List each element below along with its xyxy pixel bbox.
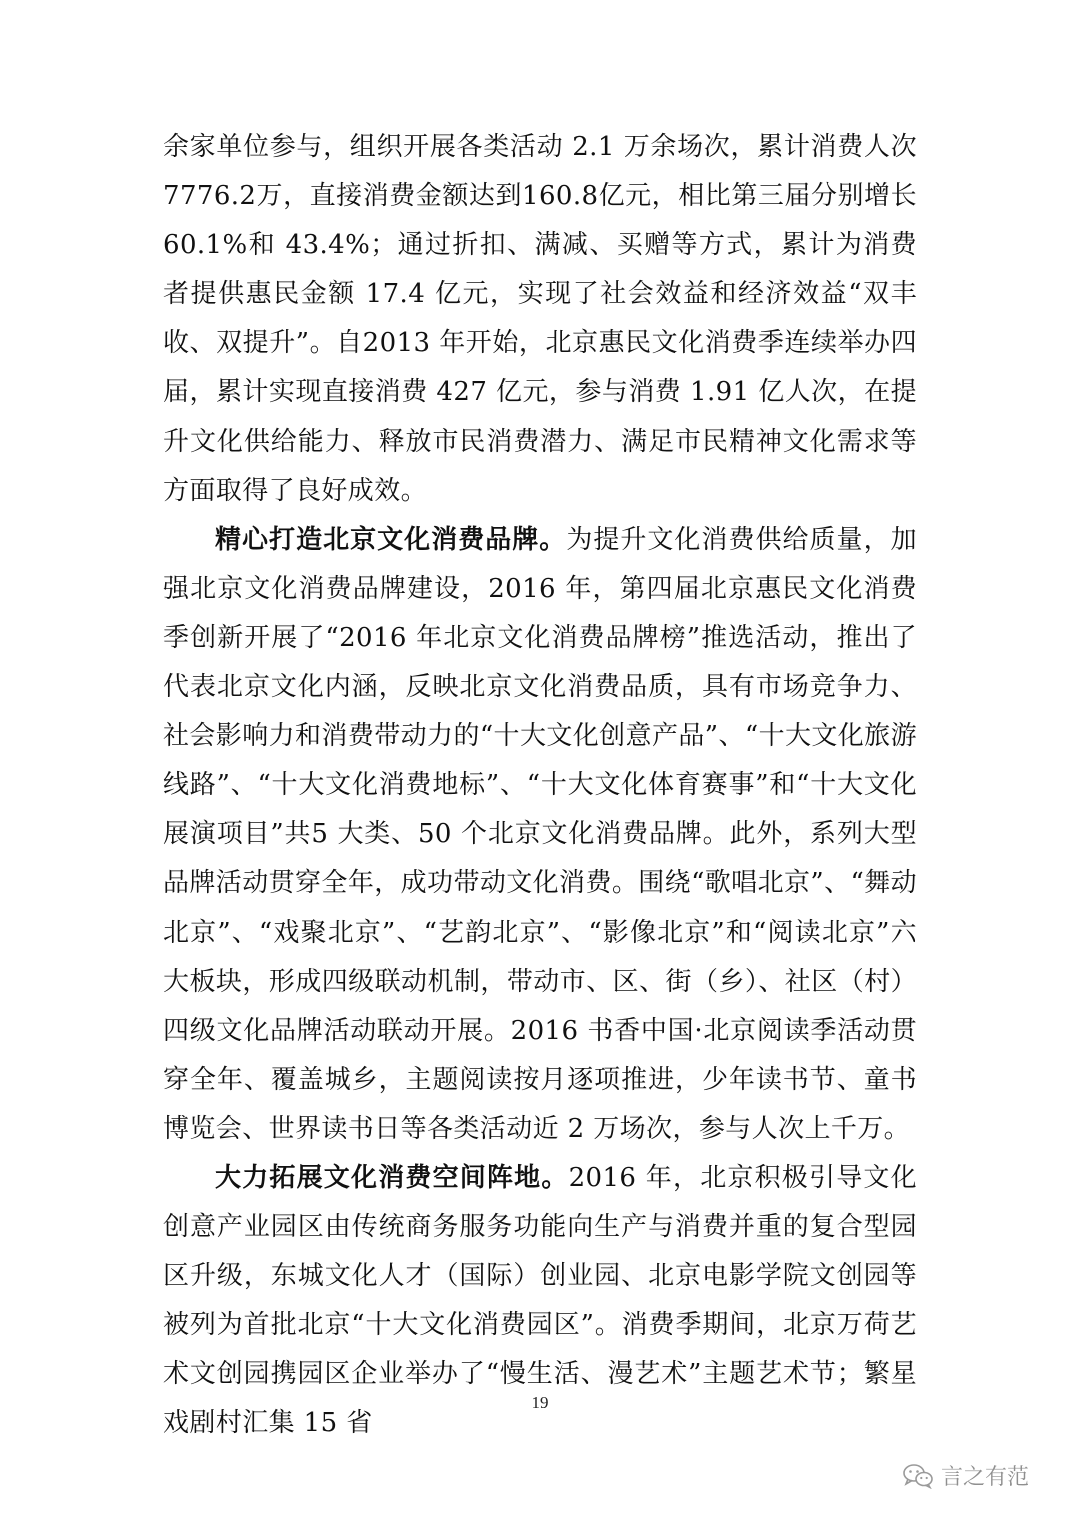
watermark [903, 1460, 1029, 1491]
paragraph-2 [163, 516, 917, 1154]
watermark-text: 言之有范 [941, 1465, 1030, 1490]
document-body [163, 123, 917, 1449]
paragraph-1-text: 余家单位参与，组织开展各类活动 2.1 万余场次，累计消费人次7776.2万，直接消费金额达到160.8亿元，相比第三届分别增长60.1%和 43.4%；通过折扣、满减、买赠等方式，累计为消费者提供惠民金额 17.4 亿元，实现了社会效益和经济效益“双丰收、双提升”。自2013 年开始，北京惠民文化消费季连续举办四届，累计实现直接消费 427 亿元，参与消费 1.91 亿人次，在提升文化供给能力、释放市民消费潜力、满足市民精神文化需求等方面取得了良好成效。 [163, 132, 917, 506]
paragraph-3-lead: 大力拓展文化消费空间阵地。 [215, 1162, 569, 1193]
paragraph-1 [163, 123, 917, 516]
paragraph-2-lead: 精心打造北京文化消费品牌。 [215, 524, 567, 555]
paragraph-3-text: 2016 年，北京积极引导文化创意产业园区由传统商务服务功能向生产与消费并重的复合型园区升级，东城文化人才（国际）创业园、北京电影学院文创园等被列为首批北京“十大文化消费园区”。消费季期间，北京万荷艺术文创园携园区企业举办了“慢生活、漫艺术”主题艺术节；繁星戏剧村汇集 15 省 [163, 1162, 917, 1439]
wechat-icon [903, 1463, 933, 1489]
page-number: 19 [531, 1393, 549, 1412]
paragraph-2-text: 为提升文化消费供给质量，加强北京文化消费品牌建设，2016 年，第四届北京惠民文化消费季创新开展了“2016 年北京文化消费品牌榜”推选活动，推出了代表北京文化内涵，反映北京文化消费品质，具有市场竞争力、社会影响力和消费带动力的“十大文化创意产品”、“十大文化旅游线路”、“十大文化消费地标”、“十大文化体育赛事”和“十大文化展演项目”共5 大类、50 个北京文化消费品牌。此外，系列大型品牌活动贯穿全年，成功带动文化消费。围绕“歌唱北京”、“舞动北京”、“戏聚北京”、“艺韵北京”、“影像北京”和“阅读北京”六大板块，形成四级联动机制，带动市、区、街（乡）、社区（村）四级文化品牌活动联动开展。2016 书香中国·北京阅读季活动贯穿全年、覆盖城乡，主题阅读按月逐项推进，少年读书节、童书博览会、世界读书日等各类活动近 2 万场次，参与人次上千万。 [163, 524, 917, 1144]
